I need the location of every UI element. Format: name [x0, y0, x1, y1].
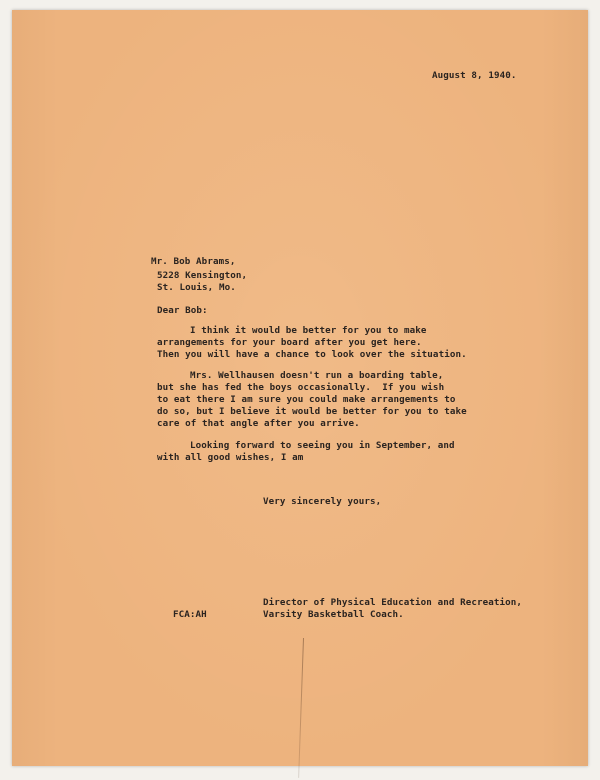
letter-date: August 8, 1940. — [432, 70, 517, 81]
signature-title-line: Varsity Basketball Coach. — [263, 609, 404, 620]
address-line: 5228 Kensington, — [157, 270, 248, 281]
body-line: do so, but I believe it would be better for you to take — [157, 406, 467, 417]
body-line: arrangements for your board after you get here. — [157, 337, 422, 348]
address-line: Mr. Bob Abrams, — [151, 256, 236, 267]
body-line: care of that angle after you arrive. — [157, 418, 360, 429]
body-line: with all good wishes, I am — [157, 452, 304, 463]
paper-crease — [298, 638, 304, 778]
body-line: Then you will have a chance to look over the situation. — [157, 349, 467, 360]
address-line: St. Louis, Mo. — [157, 282, 236, 293]
closing: Very sincerely yours, — [263, 496, 382, 507]
typist-initials: FCA:AH — [173, 609, 207, 620]
body-line: but she has fed the boys occasionally. If you wish — [157, 382, 445, 393]
body-line: Mrs. Wellhausen doesn't run a boarding table, — [190, 370, 444, 381]
body-line: Looking forward to seeing you in September, and — [190, 440, 455, 451]
signature-title-line: Director of Physical Education and Recreation, — [263, 597, 523, 608]
body-line: to eat there I am sure you could make arrangements to — [157, 394, 456, 405]
body-line: I think it would be better for you to make — [190, 325, 427, 336]
salutation: Dear Bob: — [157, 305, 208, 316]
